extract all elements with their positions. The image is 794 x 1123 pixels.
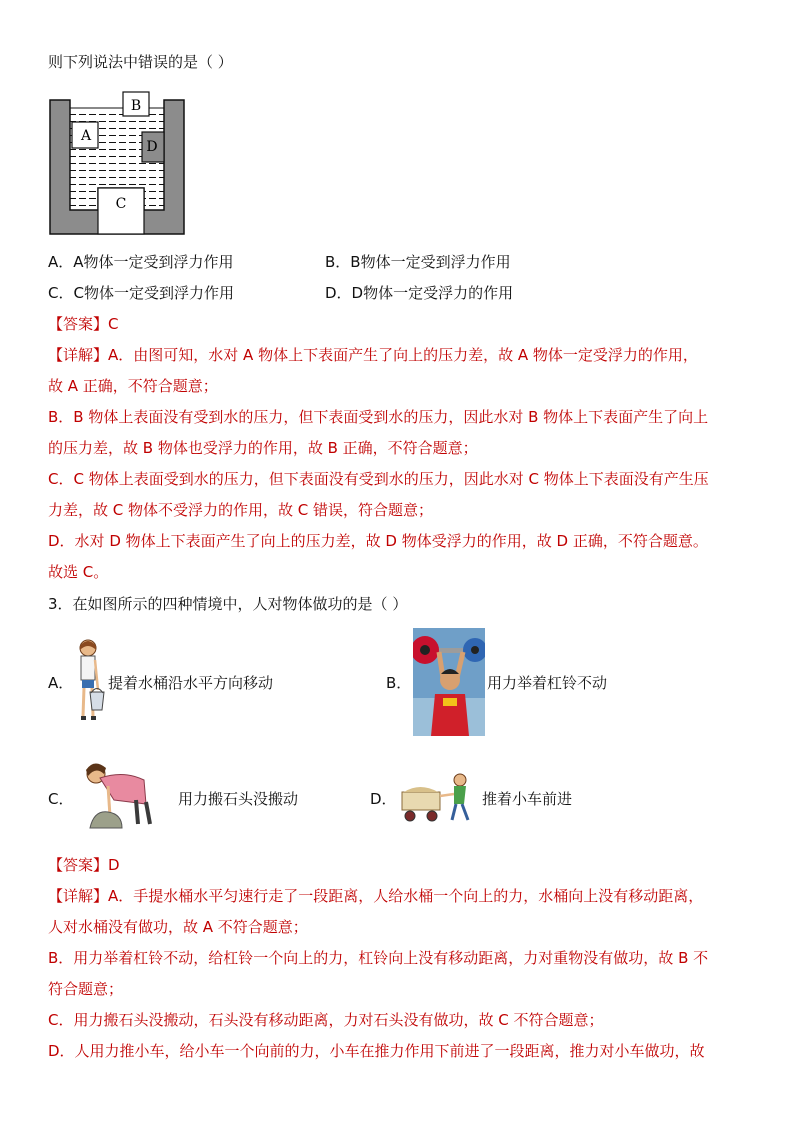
- q3-explain-line-1: 【详解】A．手提水桶水平匀速行走了一段距离，人给水桶一个向上的力，水桶向上没有移动距离，: [48, 887, 704, 905]
- q3-option-a-text: 提着水桶沿水平方向移动: [108, 674, 274, 692]
- option-b: B．B物体一定受到浮力作用: [325, 253, 511, 271]
- question-intro: 则下列说法中错误的是（ ）: [48, 53, 233, 71]
- option-d: D．D物体一定受浮力的作用: [325, 284, 514, 302]
- person-with-bucket-picture: [72, 638, 106, 726]
- option-c: C．C物体一定受到浮力作用: [48, 284, 234, 302]
- q3-explain-tag: 【详解】: [48, 887, 109, 905]
- q3-option-a-letter: A．: [48, 674, 74, 692]
- explain-line-1: 【详解】A．由图可知，水对 A 物体上下表面产生了向上的压力差，故 A 物体一定受浮力的作用，: [48, 346, 698, 364]
- q3-explain-line-3: B．用力举着杠铃不动，给杠铃一个向上的力，杠铃向上没有移动距离，力对重物没有做功，故 B 不: [48, 949, 709, 967]
- q3-answer-line: [48, 855, 120, 875]
- explain-line-3: B．B 物体上表面没有受到水的压力，但下表面受到水的压力，因此水对 B 物体上下表面产生了向上: [48, 408, 709, 426]
- explain-line-2: 故 A 正确，不符合题意；: [48, 377, 218, 395]
- q3-option-d-text: 推着小车前进: [482, 790, 573, 808]
- q3-option-b-letter: B．: [386, 674, 412, 692]
- explain-line-6: 力差，故 C 物体不受浮力的作用，故 C 错误，符合题意；: [48, 501, 434, 519]
- q3-option-b-text: 用力举着杠铃不动: [487, 674, 608, 692]
- label-a: A: [80, 128, 92, 144]
- label-d: D: [146, 139, 158, 155]
- question-3-stem: 3．在如图所示的四种情境中，人对物体做功的是（ ）: [48, 595, 408, 613]
- q3-explain-line-6: D．人用力推小车，给小车一个向前的力，小车在推力作用下前进了一段距离，推力对小车做功，故: [48, 1042, 705, 1060]
- explain-line-4: 的压力差，故 B 物体也受浮力的作用，故 B 正确，不符合题意；: [48, 439, 478, 457]
- option-a: A．A物体一定受到浮力作用: [48, 253, 234, 271]
- q3-option-d-letter: D．: [370, 790, 397, 808]
- explain-line-8: 故选 C。: [48, 563, 109, 581]
- label-c: C: [115, 196, 127, 212]
- q3-explain-line-5: C．用力搬石头没搬动，石头没有移动距离，力对石头没有做功，故 C 不符合题意；: [48, 1011, 604, 1029]
- person-lifting-stone-picture: [84, 760, 158, 830]
- weightlifter-picture: [413, 628, 485, 736]
- explain-line-5: C．C 物体上表面受到水的压力，但下表面没有受到水的压力，因此水对 C 物体上下表面没有产生压: [48, 470, 709, 488]
- explain-line-7: D．水对 D 物体上下表面产生了向上的压力差，故 D 物体受浮力的作用，故 D 正确，不符合题意。: [48, 532, 708, 550]
- q3-explain-line-4: 符合题意；: [48, 980, 124, 998]
- q3-option-c-letter: C．: [48, 790, 74, 808]
- person-pushing-cart-picture: [400, 772, 480, 824]
- q3-answer-value: D: [108, 856, 120, 874]
- explain-tag: 【详解】: [48, 346, 109, 364]
- answer-tag: 【答案】: [48, 315, 109, 333]
- q3-explain-line-2: 人对水桶没有做功，故 A 不符合题意；: [48, 918, 308, 936]
- label-b: B: [130, 98, 142, 114]
- container-diagram: [48, 90, 188, 236]
- q3-option-c-text: 用力搬石头没搬动: [178, 790, 299, 808]
- q3-answer-tag: 【答案】: [48, 856, 109, 874]
- answer-line: [48, 314, 119, 334]
- answer-value: C: [108, 315, 119, 333]
